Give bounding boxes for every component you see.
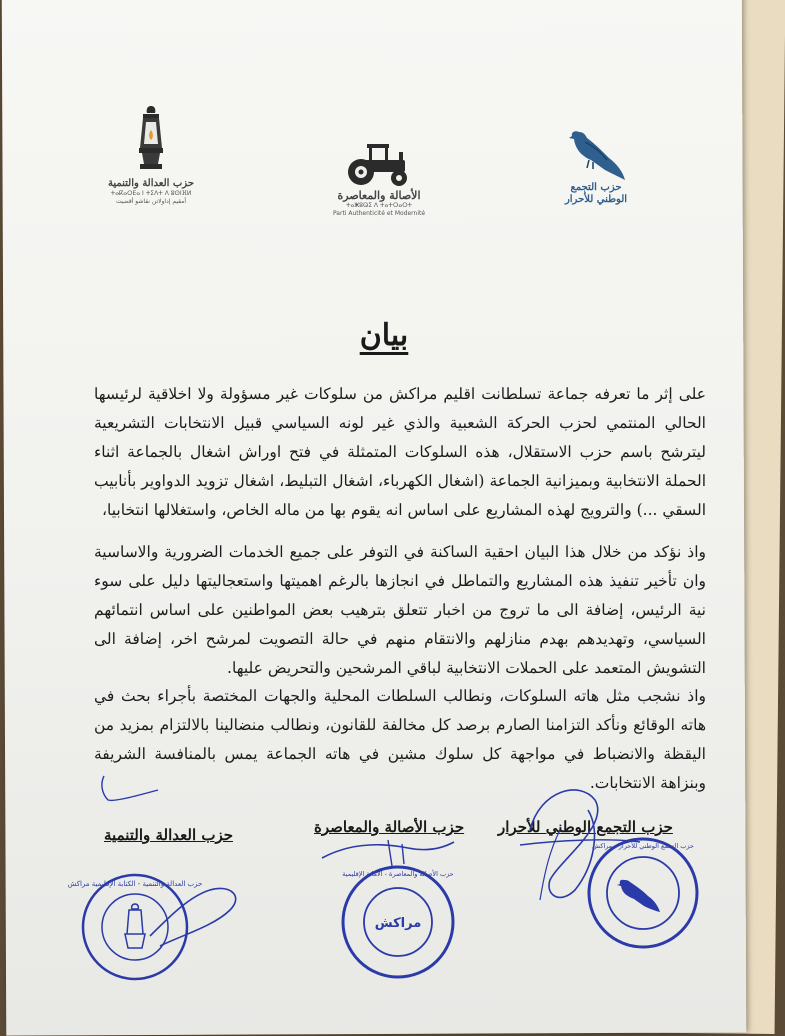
stamp-dove-icon	[617, 880, 660, 912]
pjd-logo	[96, 104, 206, 206]
rni-logo	[556, 124, 636, 206]
paragraph-3: واذ نشجب مثل هاته السلوكات، ونطالب السلطات المحلية والجهات المختصة بأجراء بحث في هاته الوقائع ونأكد التزامنا الصارم برصد كل مخالفة للقانون، ونطالب منضالينا بالالتزام بمزيد من اليقظة والانضباط في مواجهة كل سلوك مشين في هاته الجماعة يمس بالمنافسة الشريفة وبنزاهة الانتخابات.	[94, 687, 706, 792]
stamp-pjd-text: حزب العدالة والتنمية - الكتابة الإقليمية مراكش	[67, 880, 203, 888]
ink-mark	[96, 770, 166, 810]
signature-label-pam: حزب الأصالة والمعاصرة	[314, 818, 465, 836]
rni-logo-name2: الوطني للأحرار	[564, 194, 628, 205]
document-title: بيان	[359, 318, 409, 353]
lantern-icon	[134, 104, 168, 176]
pam-logo-name: الأصالة والمعاصرة	[337, 189, 421, 202]
stamp-pam-text: حزب الأصالة والمعاصرة - الأمانة الإقليمية	[342, 870, 454, 878]
paragraph-1: على إثر ما تعرفه جماعة تسلطانت اقليم مراكش من سلوكات غير مسؤولة ولا اخلاقية لرئيسها الحالي المنتمي لحزب الحركة الشعبية والذي غير لونه السياسي قبيل الانتخابات التشريعية ليترشح باسم حزب الاستقلال، هذه السلوكات المتمثلة في فتح اوراش اشغال بالجماعة اثناء الحملة الانتخابية وبميزانية الجماعة (اشغال الكهرباء، اشغال التبليط، اشغال تزويد الدواوير بأنابيب السقي ...) والترويج لهذه المشاريع على اساس انه يقوم بها من ماله الخاص، واستغلالها انتخابيا،	[94, 385, 706, 519]
signature-label-pjd: حزب العدالة والتنمية	[104, 826, 234, 844]
pam-logo-tifinagh: ⵜⴰⵥⵓⵕⵉ ⴷ ⵜⴰⵜⵔⴰⵔⵜ	[345, 202, 413, 209]
rni-logo-name1: حزب التجمع	[570, 182, 622, 193]
dove-icon	[565, 124, 627, 182]
stamp-rni-text: حزب التجمع الوطني للأحرار - مراكش	[592, 842, 694, 850]
tractor-icon	[343, 140, 415, 188]
signature-label-rni: حزب التجمع الوطني للأحرار	[498, 818, 673, 836]
pam-logo-french: Parti Authenticité et Modernité	[332, 210, 426, 217]
pam-logo	[324, 140, 434, 218]
paragraph-2: واذ نؤكد من خلال هذا البيان احقية الساكنة في التوفر على جميع الخدمات الضرورية والاساسية وان تأخير تنفيذ هذه المشاريع والتماطل في انجازها بالرغم اهميتها واستعجاليتها دليل على سوء نية الرئيس، إضافة الى ما تروج من اخبار تتعلق بترهيب بعض المواطنين على اساس انتمائهم السياسي، وتهديدهم بهدم منازلهم والانتقام منهم في حالة التصويت لمرشح اخر، إضافة الى التشويش المتعمد على الحملات الانتخابية لباقي المرشحين والتحريض عليها.	[94, 543, 706, 677]
stamp-pjd	[67, 870, 203, 984]
stamp-pam-center: مراكش	[374, 916, 422, 931]
pjd-logo-name: حزب العدالة والتنمية	[107, 178, 194, 189]
pjd-logo-sub: أمقيم إداولاتن نقاشو أقضيت	[115, 198, 187, 205]
stamp-rni	[584, 834, 702, 952]
pjd-logo-tifinagh: ⵜⴰⴽⴰⵔⴹⴰ ⵏ ⵜⵉⴷⵜ ⴷ ⵓⵙⵏⴼⵍ	[110, 190, 192, 197]
stamp-pam	[338, 862, 458, 982]
